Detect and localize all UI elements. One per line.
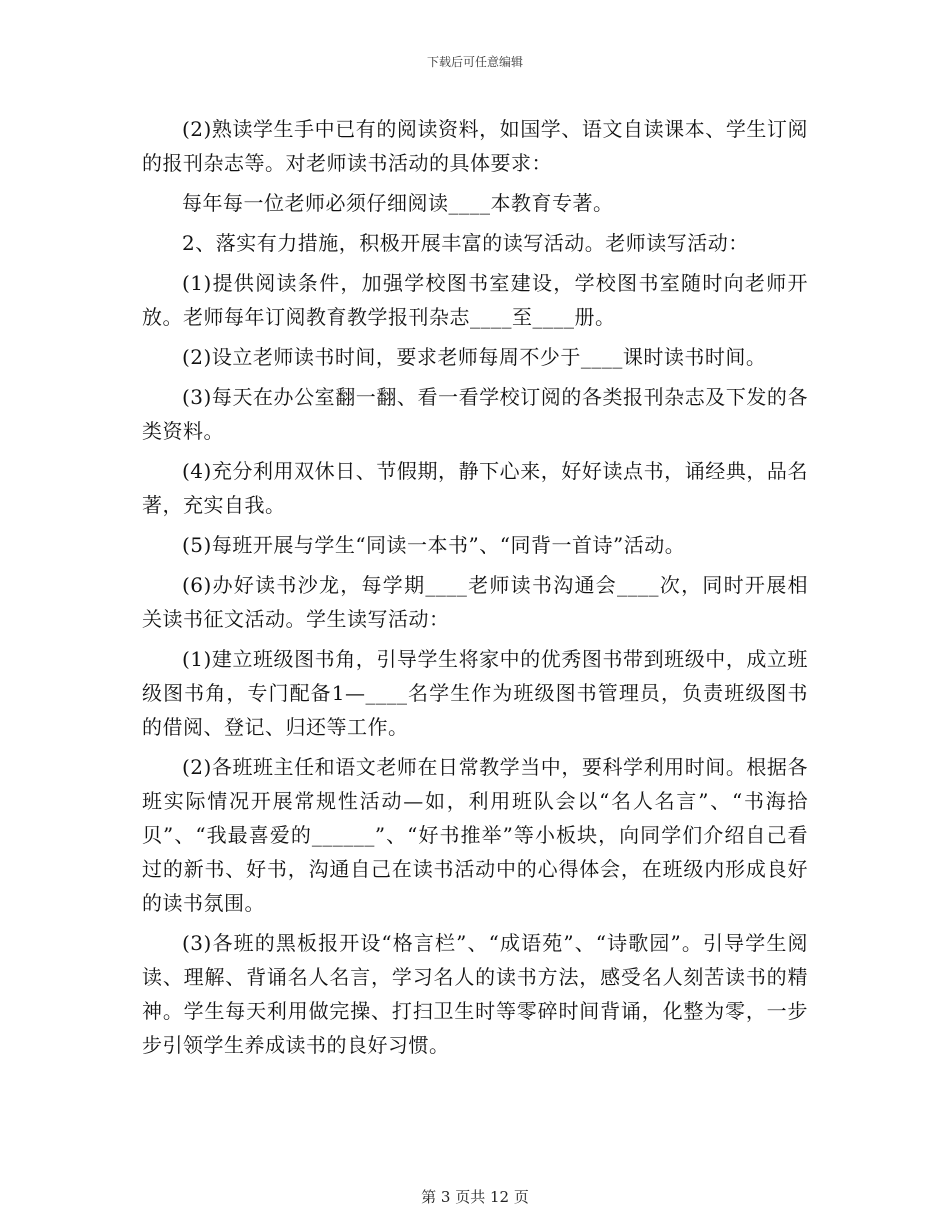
paragraph: (3)每天在办公室翻一翻、看一看学校订阅的各类报刊杂志及下发的各类资料。 [142,385,808,443]
paragraph: (4)充分利用双休日、节假期，静下心来，好好读点书，诵经典，品名著，充实自我。 [142,459,808,517]
page-number: 第 3 页共 12 页 [421,1188,529,1206]
paragraph: (6)办好读书沙龙，每学期____老师读书沟通会____次，同时开展相关读书征文活动。学生读写活动： [142,573,808,631]
paragraph: 每年每一位老师必须仔细阅读____本教育专著。 [182,191,614,215]
page-header: 下载后可任意编辑 [426,55,523,69]
paragraph: (3)各班的黑板报开设“格言栏”、“成语苑”、“诗歌园”。引导学生阅读、理解、背诵名人名言，学习名人的读书方法，感受名人刻苦读书的精神。学生每天利用做完操、打扫卫生时等零碎时间背诵，化整为零，一步步引领学生养成读书的良好习惯。 [142,931,808,1057]
paragraph: (2)熟读学生手中已有的阅读资料，如国学、语文自读课本、学生订阅的报刊杂志等。对老师读书活动的具体要求： [142,117,808,175]
paragraph: (5)每班开展与学生“同读一本书”、“同背一首诗”活动。 [182,533,686,557]
paragraph: (1)建立班级图书角，引导学生将家中的优秀图书带到班级中，成立班级图书角，专门配备1—____名学生作为班级图书管理员，负责班级图书的借阅、登记、归还等工作。 [142,647,808,739]
paragraph: 2、落实有力措施，积极开展丰富的读写活动。老师读写活动： [182,231,749,255]
paragraph: (2)各班班主任和语文老师在日常教学当中，要科学利用时间。根据各班实际情况开展常规性活动—如，利用班队会以“名人名言”、“书海拾贝”、“我最喜爱的______”、“好书推举”等小板块，向同学们介绍自己看过的新书、好书，沟通自己在读书活动中的心得体会，在班级内形成良好的读书氛围。 [142,755,808,915]
document-body [142,112,808,1062]
paragraph: (2)设立老师读书时间，要求老师每周不少于____课时读书时间。 [182,345,767,369]
paragraph: (1)提供阅读条件，加强学校图书室建设，学校图书室随时向老师开放。老师每年订阅教育教学报刊杂志____至____册。 [142,271,808,329]
